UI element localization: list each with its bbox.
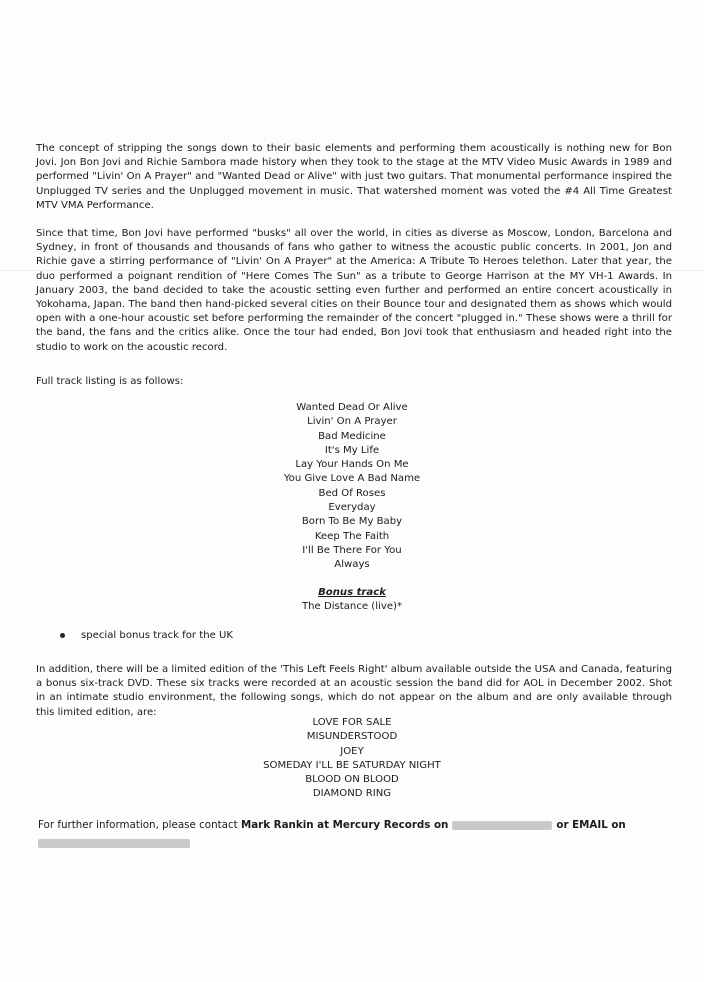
contact-name: Mark Rankin at Mercury Records on: [240, 819, 449, 831]
track-item: Bad Medicine: [318, 430, 386, 442]
contact-email-label: or EMAIL on: [556, 819, 626, 831]
limited-edition-paragraph: In addition, there will be a limited edition of the 'This Left Feels Right' album available outside the USA and Canada, featuring a bonus six-track DVD. These six tracks were recorded at an acoustic session the band did for AOL in December 2002. Shot in an intimate studio environment, the following songs, which do not appear on the album and are only available through this limited edition, are:: [36, 664, 672, 718]
redacted-email: [38, 839, 190, 848]
footnote-text: special bonus track for the UK: [81, 630, 234, 641]
history-paragraph: Since that time, Bon Jovi have performed "busks" all over the world, in cities as diverse as Moscow, London, Barcelona and Sydney, in front of thousands and thousands of fans who gather to witness the acoustic public concerts. In 2001, Jon and Richie gave a stirring performance of "Livin' On A Prayer" at the America: A Tribute To Heroes telethon. Later that year, the duo performed a poignant rendition of "Here Comes The Sun" as a tribute to George Harrison at the MY VH-1 Awards. In January 2003, the band decided to take the acoustic setting even further and performed an entire concert acoustically in Yokohama, Japan. The band then hand-picked several cities on their Bounce tour and designated them as shows which would open with a one-hour acoustic set before performing the remainder of the concert "plugged in." These shows were a thrill for the band, the fans and the critics alike. Once the tour had ended, Bon Jovi took that enthusiasm and headed right into the studio to work on the acoustic record.: [36, 228, 672, 353]
track-item: Lay Your Hands On Me: [295, 459, 409, 471]
intro-paragraph: The concept of stripping the songs down to their basic elements and performing them acoustically is nothing new for Bon Jovi. Jon Bon Jovi and Richie Sambora made history when they took to the stage at the MTV Video Music Awards in 1989 and performed "Livin' On A Prayer" and "Wanted Dead or Alive" with just two guitars. That monumental performance inspired the Unplugged TV series and the Unplugged movement in music. That watershed moment was voted the #4 All Time Greatest MTV VMA Performance.: [36, 143, 672, 211]
dvd-track-list: [0, 716, 704, 802]
redacted-phone: [452, 821, 552, 830]
bullet-icon: [60, 633, 65, 638]
dvd-track-item: LOVE FOR SALE: [312, 717, 392, 728]
dvd-track-item: JOEY: [340, 745, 364, 757]
track-item: I'll Be There For You: [302, 544, 402, 556]
track-item: Always: [334, 559, 370, 571]
dvd-track-item: SOMEDAY I'LL BE SATURDAY NIGHT: [263, 759, 441, 771]
track-item: Bed Of Roses: [318, 487, 386, 499]
track-item: Everyday: [328, 502, 376, 514]
track-listing-lead: Full track listing is as follows:: [36, 376, 184, 387]
contact-prefix: For further information, please contact: [38, 819, 241, 831]
dvd-track-item: BLOOD ON BLOOD: [305, 774, 399, 786]
bonus-footnote: [60, 630, 233, 641]
track-item: It's My Life: [324, 444, 380, 456]
track-item: Born To Be My Baby: [301, 516, 403, 528]
contact-line: [38, 817, 678, 851]
dvd-track-item: MISUNDERSTOOD: [306, 731, 398, 743]
bonus-track-heading: Bonus track: [318, 587, 386, 598]
track-list: [0, 401, 704, 573]
track-item: Keep The Faith: [314, 530, 390, 542]
dvd-track-item: DIAMOND RING: [312, 788, 392, 800]
bonus-track-title: The Distance (live)*: [301, 601, 403, 612]
track-item: You Give Love A Bad Name: [283, 473, 421, 485]
track-item: Livin' On A Prayer: [307, 416, 397, 428]
track-item: Wanted Dead Or Alive: [296, 402, 408, 413]
